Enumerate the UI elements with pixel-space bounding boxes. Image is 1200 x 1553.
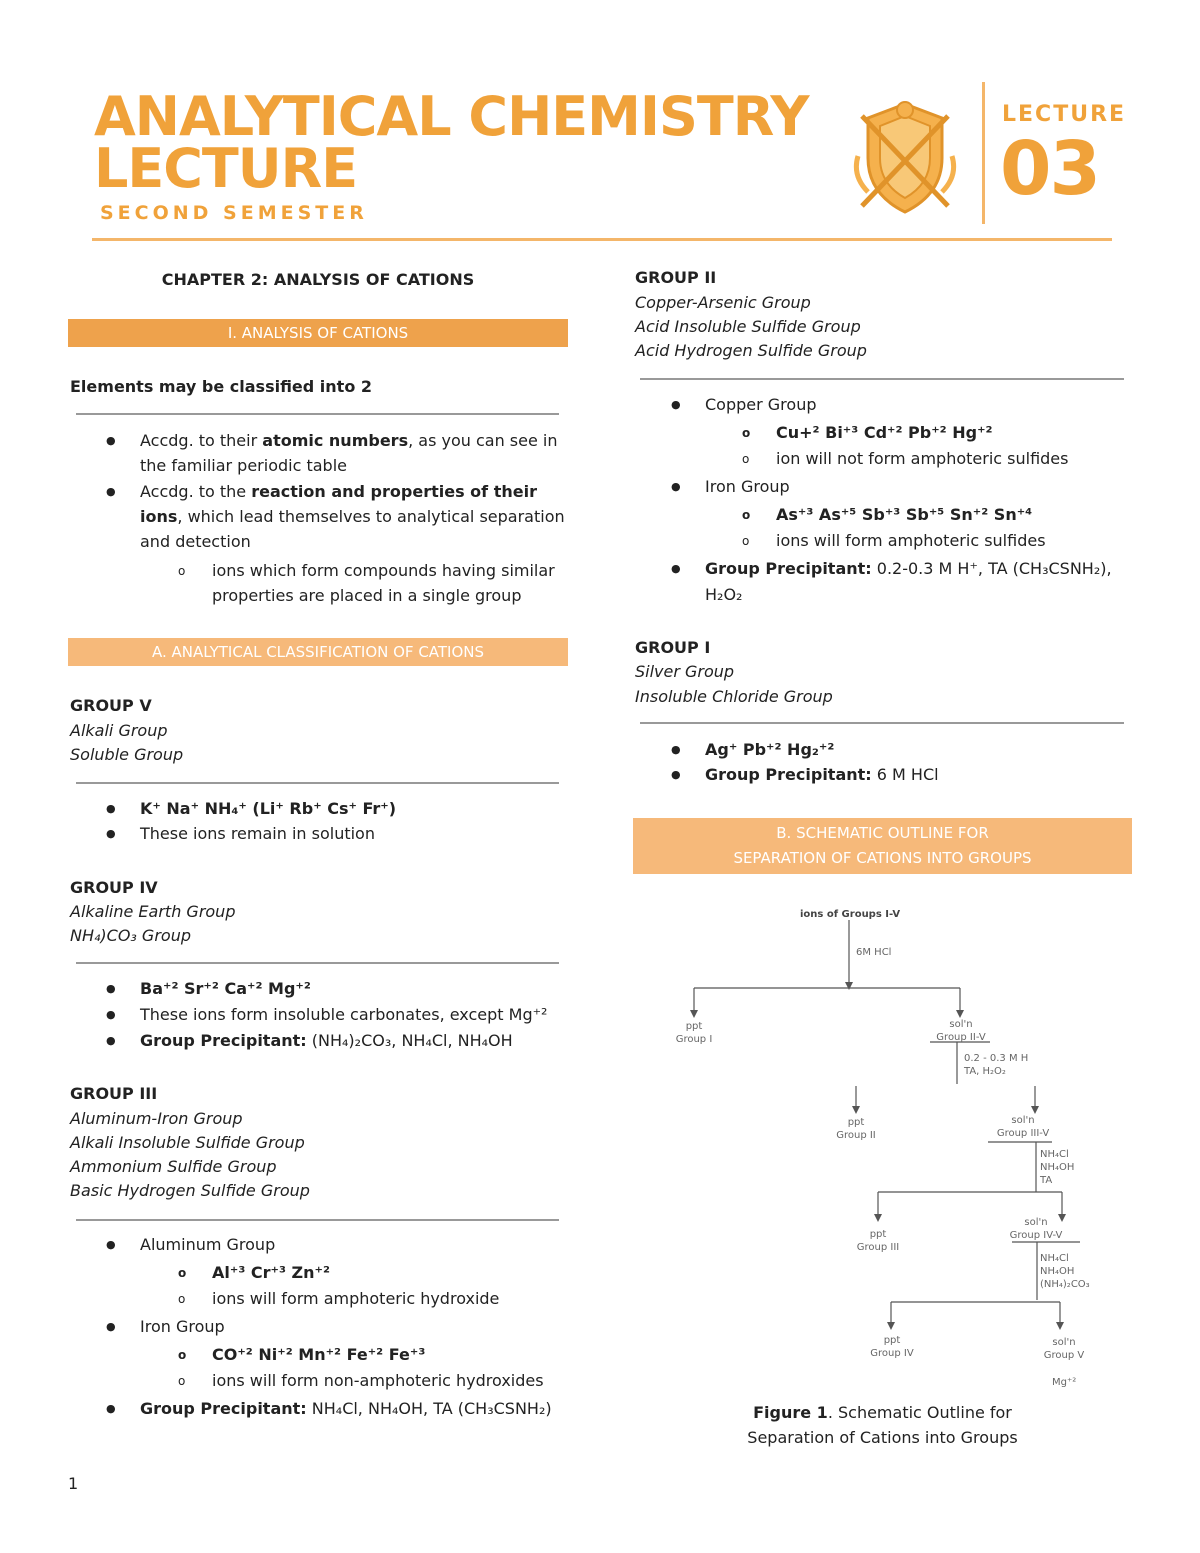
group-v-name: Soluble Group [70,745,184,764]
sub-list-item-cont: properties are placed in a single group [212,586,522,605]
group-v-name: Alkali Group [70,721,168,740]
iron-group-ii: ● Iron Group [705,475,790,499]
flow-node-label: ppt [869,1229,887,1240]
group-iii-precipitant: ● Group Precipitant: NH₄Cl, NH₄OH, TA (CH₃CSNH₂) [140,1397,552,1421]
flow-top: ions of Groups I-V [800,909,901,920]
group-v-heading: GROUP V [70,696,152,715]
group-iv-name: NH₄)CO₃ Group [70,926,191,945]
group-ii-name: Acid Hydrogen Sulfide Group [635,341,867,360]
flow-reagent [964,1052,1028,1078]
flow-node [1034,1336,1094,1362]
flow-node-label: Group III-V [996,1128,1050,1139]
flow-node-label: sol'n [1052,1337,1076,1348]
copper-group-note: o ion will not form amphoteric sulfides [776,447,1068,471]
flow-node-label: ppt [847,1117,865,1128]
flow-node [1004,1216,1068,1242]
group-ii-heading: GROUP II [635,268,717,287]
iron-group-note: o ions will form non-amphoteric hydroxides [212,1369,544,1393]
iron-group-ii-ions: o As⁺³ As⁺⁵ Sb⁺³ Sb⁺⁵ Sn⁺² Sn⁺⁴ [776,503,1032,527]
list-item-cont: ions, which lead themselves to analytical separation [140,507,565,526]
classification-intro: Elements may be classified into 2 [70,377,373,396]
flow-node-label: ppt [685,1021,703,1032]
divider [640,722,1124,724]
copper-group-ions: o Cu+² Bi⁺³ Cd⁺² Pb⁺² Hg⁺² [776,421,993,445]
iron-group-ii-note: o ions will form amphoteric sulfides [776,529,1046,553]
group-i-heading: GROUP I [635,638,711,657]
divider [76,962,559,964]
divider [76,782,559,784]
group-ii-name: Copper-Arsenic Group [635,293,811,312]
flow-node [848,1228,908,1254]
flow-reagent-label: (NH₄)₂CO₃ [1040,1279,1090,1290]
figure-caption: Figure 1. Schematic Outline for [753,1403,1012,1422]
aluminum-group: ● Aluminum Group [140,1233,275,1257]
group-v-note: ● These ions remain in solution [140,822,375,846]
flow-node-label: Group II [836,1130,876,1141]
flow-node-label: Group III [856,1242,900,1253]
flow-node-label: sol'n [1024,1217,1048,1228]
flow-node-label: Group IV-V [1009,1230,1063,1241]
group-iv-precipitant: ● Group Precipitant: (NH₄)₂CO₃, NH₄Cl, NH₄OH [140,1029,513,1053]
group-ii-precipitant-cont: H₂O₂ [705,585,743,604]
figure-caption-line2: Separation of Cations into Groups [747,1428,1018,1447]
flow-node-label: sol'n [1011,1115,1035,1126]
list-item-cont: the familiar periodic table [140,456,347,475]
flow-reagent-label: NH₄OH [1040,1162,1075,1173]
flow-mg: Mg⁺² [1052,1377,1077,1388]
lecture-label: LECTURE [1002,102,1127,127]
header-title-line1: ANALYTICAL CHEMISTRY [94,85,809,148]
chapter-title: CHAPTER 2: ANALYSIS OF CATIONS [161,270,475,289]
group-v-ions: ● K⁺ Na⁺ NH₄⁺ (Li⁺ Rb⁺ Cs⁺ Fr⁺) [140,797,396,821]
group-i-ions: ● Ag⁺ Pb⁺² Hg₂⁺² [705,738,834,762]
flow-node [862,1334,922,1360]
list-item: ● Accdg. to their atomic numbers, as you can see in [140,429,558,453]
group-ii-precipitant: ● Group Precipitant: 0.2-0.3 M H⁺, TA (CH₃CSNH₂), [705,557,1112,581]
flow-reagent [1040,1252,1090,1291]
flow-reagent [1040,1148,1074,1187]
flow-reagent-label: NH₄Cl [1040,1149,1069,1160]
crest-logo-icon [850,96,960,220]
group-iv-name: Alkaline Earth Group [70,902,236,921]
list-item-cont: and detection [140,532,251,551]
group-i-name: Silver Group [635,662,735,681]
header-title-line2: LECTURE [94,137,358,200]
flow-reagent-label: TA, H₂O₂ [964,1066,1006,1077]
copper-group: ● Copper Group [705,393,817,417]
divider [76,413,559,415]
aluminum-group-ions: o Al⁺³ Cr⁺³ Zn⁺² [212,1261,330,1285]
aluminum-group-note: o ions will form amphoteric hydroxide [212,1287,499,1311]
divider [640,378,1124,380]
divider [76,1219,559,1221]
iron-group: ● Iron Group [140,1315,225,1339]
flow-node-label: Group I [675,1034,713,1045]
section-bar-schematic [633,818,1132,874]
section-bar-line: B. SCHEMATIC OUTLINE FOR [776,824,989,842]
lecture-number: 03 [1000,126,1099,212]
flow-node-label: Group IV [870,1348,914,1359]
group-iv-note: ● These ions form insoluble carbonates, except Mg⁺² [140,1003,547,1027]
flow-reagent-label: 0.2 - 0.3 M H [964,1053,1029,1064]
page-number: 1 [68,1474,79,1493]
header-rule [92,238,1112,241]
flow-node [664,1020,724,1046]
list-item: ● Accdg. to the reaction and properties of their [140,480,537,504]
section-bar-line: SEPARATION OF CATIONS INTO GROUPS [733,849,1032,867]
flow-node [826,1116,886,1142]
group-iii-name: Basic Hydrogen Sulfide Group [70,1181,310,1200]
flow-reagent-label: TA [1040,1175,1053,1186]
iron-group-ions: o CO⁺² Ni⁺² Mn⁺² Fe⁺² Fe⁺³ [212,1343,425,1367]
flow-node [990,1114,1056,1140]
group-iii-name: Alkali Insoluble Sulfide Group [70,1133,305,1152]
header-divider [982,82,985,224]
section-bar-classification: A. ANALYTICAL CLASSIFICATION OF CATIONS [68,638,568,666]
flow-node-label: ppt [883,1335,901,1346]
flow-reagent-label: NH₄Cl [1040,1253,1069,1264]
group-iv-ions: ● Ba⁺² Sr⁺² Ca⁺² Mg⁺² [140,977,311,1001]
sub-list-item: o ions which form compounds having similar [212,559,555,583]
flow-node-label: sol'n [949,1019,973,1030]
group-i-precipitant: ● Group Precipitant: 6 M HCl [705,763,939,787]
group-ii-name: Acid Insoluble Sulfide Group [635,317,861,336]
flow-node [930,1018,992,1044]
header-subtitle: SECOND SEMESTER [100,202,368,224]
section-bar-analysis: I. ANALYSIS OF CATIONS [68,319,568,347]
flow-node-label: Group V [1043,1350,1085,1361]
group-iii-name: Ammonium Sulfide Group [70,1157,277,1176]
group-iii-heading: GROUP III [70,1084,158,1103]
flow-node-label: Group II-V [936,1032,986,1043]
group-iv-heading: GROUP IV [70,878,158,897]
group-iii-name: Aluminum-Iron Group [70,1109,243,1128]
group-i-name: Insoluble Chloride Group [635,687,833,706]
flow-reagent: 6M HCl [856,947,892,958]
flow-reagent-label: NH₄OH [1040,1266,1075,1277]
